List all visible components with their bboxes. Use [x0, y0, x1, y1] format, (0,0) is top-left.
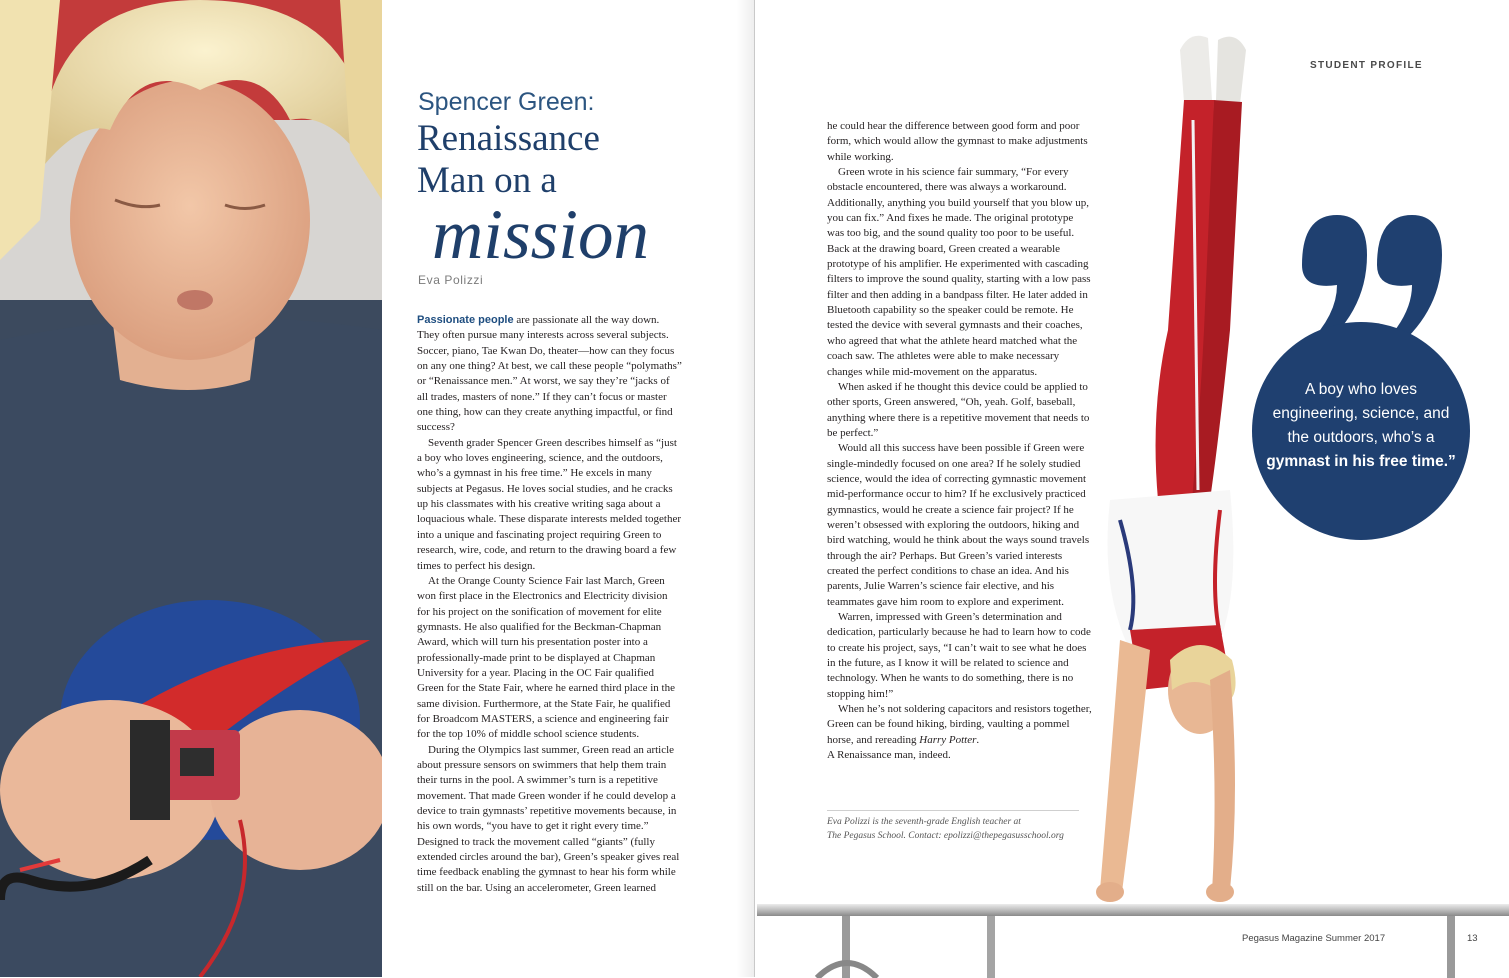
- headline-line-3: mission: [432, 196, 649, 274]
- parallel-bar: [757, 888, 1509, 978]
- section-label: STUDENT PROFILE: [1310, 60, 1423, 71]
- article-paragraph-7: Would all this success have been possible if Green were single-mindedly focused on one area? If he solely studied science, would the idea of correcting gymnastic movement mid-performance occur to him? If he exclusively practiced gymnastics, would he create a science fair project? If he weren’t obsessed with exploring the outdoors, hiking and bird watching, would he think about the ways sound travels through the air? Perhaps. But Green’s varied interests created the perfect conditions to chase an idea. And his parents, Julie Warren’s science fair elective, and his teammates gave him room to explore and experiment.: [827, 442, 1090, 608]
- article-column-2: [827, 119, 1093, 763]
- article-paragraph-4-continued: he could hear the difference between good form and poor form, which would allow the gymnast to make adjustments while working.: [827, 120, 1088, 163]
- pull-quote-emphasis: gymnast in his free time.”: [1266, 453, 1456, 470]
- byline-author: Eva Polizzi: [418, 273, 484, 287]
- article-paragraph-8: Warren, impressed with Green’s determination and dedication, particularly because he had to learn how to code to create his project, says, “I can’t wait to see what he does in the future, as I know it will be related to science and technology. When he wants to do something, there is no stopping him!”: [827, 611, 1091, 700]
- article-paragraph-6: When asked if he thought this device could be applied to other sports, Green answered, “Oh, yeah. Golf, baseball, anything where there is a repetitive movement that needs to be perfect.”: [827, 380, 1090, 439]
- author-bio-line-1: Eva Polizzi is the seventh-grade English teacher at: [827, 817, 1021, 827]
- page-number: 13: [1467, 933, 1478, 944]
- spine-shadow: [736, 0, 755, 977]
- pull-quote: A boy who loves engineering, science, and the outdoors, who’s a gymnast in his free time.”: [1266, 381, 1456, 470]
- headline-kicker: Spencer Green:: [418, 88, 595, 116]
- article-paragraph-4: During the Olympics last summer, Green read an article about pressure sensors on swimmers that help them train their turns in the pool. A swimmer’s turn is a repetitive movement. That made Green wonder if he could develop a device to train gymnasts’ repetitive movements because, in his own words, “you have to get it right every time.” Designed to track the movement called “giants” (fully extended circles around the bar), Green’s speaker gives real time feedback enabling the gymnast to hear his form while still on the bar. Using an accelerometer, Green learned: [417, 743, 680, 894]
- lead-in: Passionate people: [417, 314, 514, 326]
- article-column-1: [417, 313, 683, 896]
- footer-publication: Pegasus Magazine Summer 2017: [1242, 933, 1386, 944]
- article-paragraph-5: Green wrote in his science fair summary, “For every obstacle encountered, there was always a workaround. Additionally, anything you build yourself that you blow up, you can fix.” And fixes he made. The original prototype was too big, and the sound quality too poor to be useful. Back at the drawing board, Green created a wearable prototype of his amplifier. He experimented with cascading filters to improve the sound quality, starting with a low pass filter and then adding in a bandpass filter. He later added in Bluetooth capability so the speaker could be remote. He tested the device with several gymnasts and their coaches, who agreed that what the athlete heard matched what the coach saw. The athletes were able to make necessary changes while mid-movement on the apparatus.: [827, 166, 1091, 378]
- photo-illustration: [0, 0, 382, 977]
- headline-line-1: Renaissance: [417, 118, 600, 159]
- page-spine: [754, 0, 755, 977]
- headline-line-2: Man on a: [417, 160, 557, 201]
- cover-photo-student-soldering: [0, 0, 382, 977]
- book-title: Harry Potter: [919, 733, 977, 746]
- article-paragraph-2: Seventh grader Spencer Green describes himself as “just a boy who loves engineering, science, and the outdoors, who’s a gymnast in his free time.” He excels in many subjects at Pegasus. He loves social studies, and he cracks up his classmates with his creative writing saga about a loquacious whale. These disparate interests melded together into a unique and fascinating project requiring Green to research, wire, code, and return to the drawing board a few times to perfect his design.: [417, 436, 682, 572]
- article-paragraph-9: When he’s not soldering capacitors and resistors together, Green can be found hiking, birding, vaulting a pommel horse, and rereading Harry Potter.: [827, 703, 1092, 746]
- author-bio: [827, 815, 1093, 843]
- article-paragraph-10: A Renaissance man, indeed.: [827, 749, 951, 762]
- author-bio-line-2: The Pegasus School. Contact: epolizzi@thepegasusschool.org: [827, 831, 1064, 841]
- bio-divider: [827, 810, 1079, 811]
- article-paragraph-1: Passionate people are passionate all the way down. They often pursue many interests across several subjects. Soccer, piano, Tae Kwan Do, theater—how can they focus on any one thing? At best, we call these people “polymaths” or “Renaissance men.” At worst, we say they’re “jacks of all trades, masters of none.” If they can’t focus or master one thing, how can they create anything impactful, or find success?: [417, 314, 682, 434]
- article-paragraph-3: At the Orange County Science Fair last March, Green won first place in the Electronics and Electricity division for his project on the sonification of movement for elite gymnasts. He also qualified for the Beckman-Chapman Award, which will turn his presentation poster into a professionally-made print to be displayed at Chapman University for a year. Placing in the OC Fair qualified Green for the State Fair, where he earned third place in the same division. Furthermore, at the State Fair, he qualified for Broadcom MASTERS, a science and engineering fair for the top 10% of middle school science students.: [417, 574, 675, 741]
